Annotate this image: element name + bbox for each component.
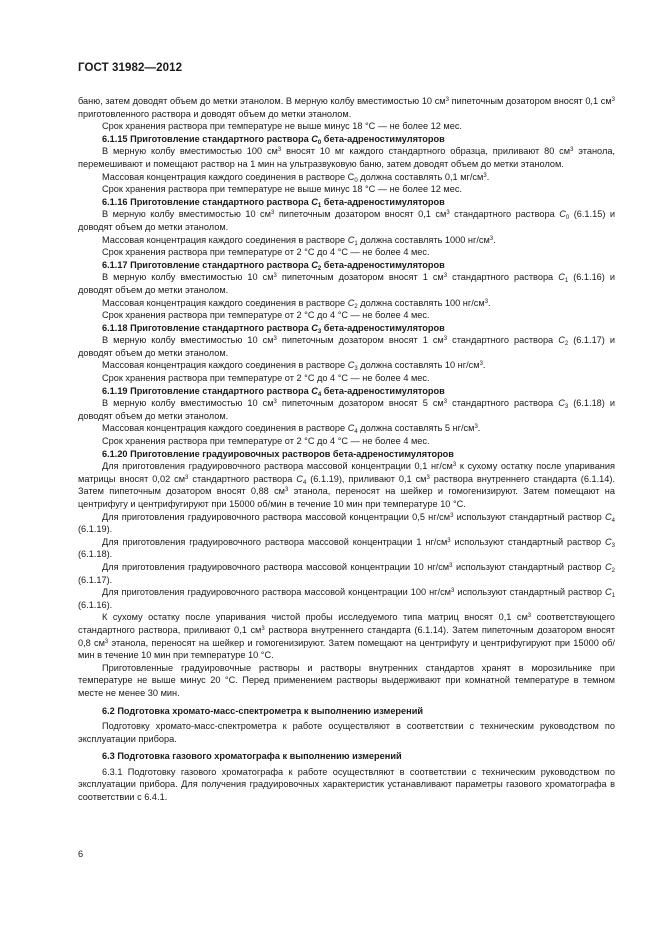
section-heading: 6.1.19 Приготовление стандартного раствора $С_4$ бета-адреностимуляторов	[102, 385, 445, 398]
section-heading: 6.2 Подготовка хромато-масс-спектрометра к выполнению измерений	[102, 705, 424, 716]
paragraph: Для приготовления градуировочного раствора массовой концентрации 1 $нг/см^3$ используют стандартный раствор $С_3$ (6.1.18).	[78, 536, 615, 560]
paragraph: Для приготовления градуировочного раствора массовой концентрации 10 $нг/см^3$ используют стандартный раствор $С_2$ (6.1.17).	[78, 561, 615, 585]
paragraph: Срок хранения раствора при температуре от 2 °С до 4 °С — не более 4 мес.	[102, 310, 430, 321]
paragraph: Приготовленные градуировочные растворы и растворы внутренних стандартов хранят в морозильнике при температуре не выше минус 20 °С. Перед применением растворы выдерживают при комнатной температуре в темном месте не менее 30 мин.	[78, 662, 615, 698]
paragraph: Срок хранения раствора при температуре от 2 °С до 4 °С — не более 4 мес.	[102, 373, 430, 384]
paragraph: Для приготовления градуировочного раствора массовой концентрации 0,5 $нг/см^3$ используют стандартный раствор $С_4$ (6.1.19).	[78, 511, 615, 535]
paragraph: Подготовку хромато-масс-спектрометра к работе осуществляют в соответствии с техническим руководством по эксплуатации прибора.	[78, 721, 615, 744]
page-header: ГОСТ 31982—2012	[78, 62, 183, 74]
paragraph: Массовая концентрация каждого соединения в растворе $С_3$ должна составлять 10 $нг/см^3$.	[102, 360, 486, 373]
paragraph: К сухому остатку после упаривания чистой пробы исследуемого типа матриц вносят 0,1 $см^3$ соответствующего стандартного раствора, приливают 0,1 $см^3$ раствора внутреннего стандарта (6.1.14). Затем пипеточным дозатором вносят 0,8 $см^3$ этанола, переносят на шейкер и гомогенизируют. Затем помещают на центрифугу и центрифугируют при 15000 об/мин в течение 10 мин при температуре 10 °С.	[78, 612, 615, 661]
paragraph: Для приготовления градуировочного раствора массовой концентрации 0,1 $нг/см^3$ к сухому остатку после упаривания матрицы вносят 0,02 $см^3$ стандартного раствора $С_4$ (6.1.19), приливают 0,1 $см^3$ раствора внутреннего стандарта (6.1.14). Затем пипеточным дозатором вносят 0,88 $см^3$ этанола, переносят на шейкер и гомогенизируют. Затем помещают на центрифугу и центрифугируют при 15000 об/мин в течение 10 мин при температуре 10 °С.	[78, 461, 615, 509]
page-number: 6	[78, 849, 84, 859]
paragraph: Срок хранения раствора при температуре не выше минус 18 °С — не более 12 мес.	[102, 121, 462, 132]
paragraph: 6.3.1 Подготовку газового хроматографа к работе осуществляют в соответствии с техническим руководством по эксплуатации прибора. Для получения градуировочных характеристик устанавливают параметры газового хроматографа в соответствии с 6.4.1.	[78, 766, 615, 803]
paragraph: Массовая концентрация каждого соединения в растворе $С_4$ должна составлять 5 $нг/см^3$.	[102, 423, 481, 436]
paragraph: Массовая концентрация каждого соединения в растворе $С_2$ должна составлять 100 $нг/см^3$.	[102, 297, 491, 310]
paragraph: Массовая концентрация каждого соединения в растворе $С_0$ должна составлять 0,1 $мг/см^3$.	[102, 171, 490, 184]
section-heading: 6.1.17 Приготовление стандартного раствора $С_2$ бета-адреностимуляторов	[102, 259, 445, 272]
paragraph: Срок хранения раствора при температуре от 2 °С до 4 °С — не более 4 мес.	[102, 436, 430, 447]
section-heading: 6.1.16 Приготовление стандартного раствора $С_1$ бета-адреностимуляторов	[102, 196, 445, 209]
paragraph: В мерную колбу вместимостью 10 $см^3$ пипеточным дозатором вносят 1 $см^3$ стандартного раствора $С_2$ (6.1.17) и доводят объем до метки этанолом.	[78, 335, 616, 358]
section-heading: 6.1.15 Приготовление стандартного раствора $С_0$ бета-адреностимуляторов	[102, 133, 445, 146]
paragraph: В мерную колбу вместимостью 100 $см^3$ вносят 10 мг каждого стандартного образца, приливают 80 $см^3$ этанола, перемешивают и помещают раствор на 1 мин на ультразвуковую баню, затем доводят объем до метки этанолом.	[78, 146, 615, 169]
paragraph: В мерную колбу вместимостью 10 $см^3$ пипеточным дозатором вносят 0,1 $см^3$ стандартного раствора $С_0$ (6.1.15) и доводят объем до метки этанолом.	[78, 209, 616, 232]
section-heading: 6.1.18 Приготовление стандартного раствора $С_3$ бета-адреностимуляторов	[102, 322, 445, 335]
section-heading: 6.3 Подготовка газового хроматографа к выполнению измерений	[102, 751, 402, 762]
document-body	[78, 95, 615, 804]
paragraph: Для приготовления градуировочного раствора массовой концентрации 100 $нг/см^3$ используют стандартный раствор $С_1$ (6.1.16).	[78, 587, 615, 610]
paragraph: В мерную колбу вместимостью 10 $см^3$ пипеточным дозатором вносят 1 $см^3$ стандартного раствора $С_1$ (6.1.16) и доводят объем до метки этанолом.	[78, 272, 616, 295]
section-heading: 6.1.20 Приготовление градуировочных растворов бета-адреностимуляторов	[102, 448, 454, 459]
paragraph: Массовая концентрация каждого соединения в растворе $С_1$ должна составлять 1000 $нг/см^3$.	[102, 234, 496, 247]
paragraph: Срок хранения раствора при температуре от 2 °С до 4 °С — не более 4 мес.	[102, 247, 430, 258]
paragraph: баню, затем доводят объем до метки этанолом. В мерную колбу вместимостью 10 $см^3$ пипеточным дозатором вносят 0,1 $см^3$ приготовленного раствора и доводят объем до метки этанолом.	[78, 96, 615, 119]
paragraph: В мерную колбу вместимостью 10 $см^3$ пипеточным дозатором вносят 5 $см^3$ стандартного раствора $С_3$ (6.1.18) и доводят объем до метки этанолом.	[78, 398, 616, 421]
paragraph: Срок хранения раствора при температуре не выше минус 18 °С — не более 12 мес.	[102, 184, 462, 195]
